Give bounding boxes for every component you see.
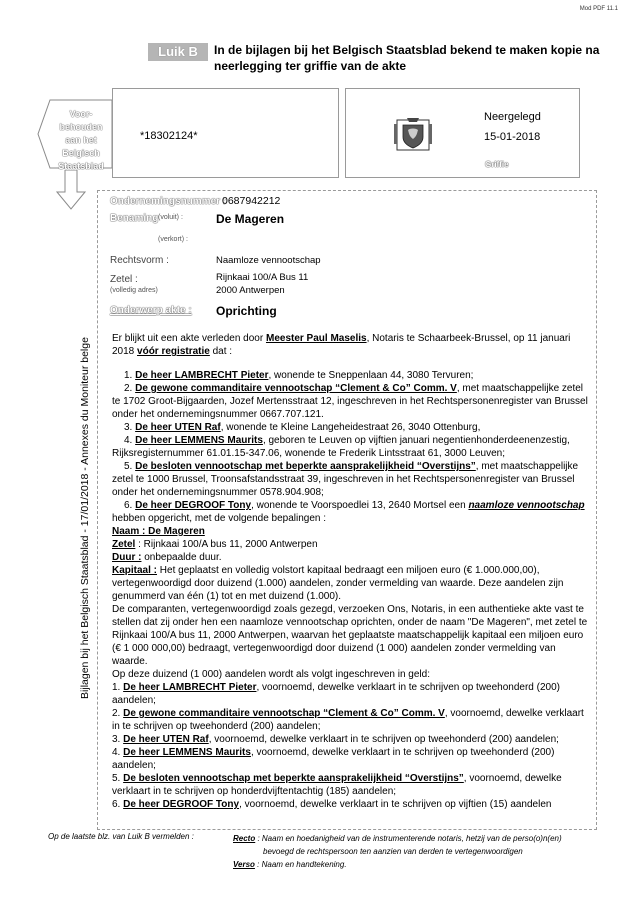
subscription-1: 1. De heer LAMBRECHT Pieter, voornoemd, dewelke verklaart in te schrijven op tweehonderd (200) aandelen; bbox=[112, 682, 560, 706]
form-code: Mod PDF 11.1 bbox=[579, 6, 618, 12]
coat-of-arms-icon bbox=[392, 112, 434, 154]
party-1: 1. De heer LAMBRECHT Pieter, wonende te Sneppenlaan 44, 3080 Tervuren; bbox=[124, 370, 474, 381]
onderwerp-value: Oprichting bbox=[216, 304, 277, 318]
down-arrow-icon bbox=[56, 170, 86, 210]
comparanten-paragraph: De comparanten, vertegenwoordigd zoals gezegd, verzoeken Ons, Notaris, in een authentieke akte vast te stellen dat zij onder hen een naamloze vennootschap oprichten, onder de naam "De Mageren", met zetel te Rijnkaai 100/A bus 11, 2000 Antwerpen, waarvan het geplaatste maatschappelijk kapitaal een miljoen euro (€ 1 000 000,00) bedraagt, vertegenwoordigd door duizend (1 000) aandelen zonder vermelding van waarde. bbox=[112, 604, 588, 667]
party-4: 4. De heer LEMMENS Maurits, geboren te Leuven op vijftien januari negentienhonderdeenenzestig, Rijksregisternummer 61.01.15-347.06, wonende te Frederik Lintsstraat 61, 3000 Leuven; bbox=[112, 435, 570, 459]
zetel-line: Zetel : Rijnkaai 100/A bus 11, 2000 Antwerpen bbox=[112, 539, 318, 550]
reference-number: *18302124* bbox=[140, 130, 198, 142]
side-margin-label: Bijlagen bij het Belgisch Staatsblad - 17/01/2018 - Annexes du Moniteur belge bbox=[79, 337, 91, 699]
duur-line: Duur : onbepaalde duur. bbox=[112, 552, 222, 563]
zetel-line-1: Rijnkaai 100/A Bus 11 bbox=[216, 272, 309, 283]
neergelegd-label: Neergelegd bbox=[484, 111, 541, 123]
verkort-label: (verkort) : bbox=[158, 236, 188, 243]
rechtsvorm-label: Rechtsvorm : bbox=[110, 255, 169, 266]
party-5: 5. De besloten vennootschap met beperkte aansprakelijkheid “Overstijns”, met maatschappelijke zetel te 1000 Brussel, Troonsafstandsstraat 39, ingeschreven in het Rechtspersonenregister van Brussel onder het ondernemingsnummer 0578.904.908; bbox=[112, 461, 579, 498]
onderwerp-label: Onderwerp akte : bbox=[110, 305, 192, 316]
registry-stamp-box bbox=[345, 88, 580, 178]
rechtsvorm-value: Naamloze vennootschap bbox=[216, 255, 321, 266]
ondernemingsnummer-label: Ondernemingsnummer : bbox=[110, 196, 227, 207]
voorbehouden-label: Voor- behouden aan het Belgisch Staatsblad bbox=[58, 109, 104, 171]
subscription-6: 6. De heer DEGROOF Tony, voornoemd, dewelke verklaart in te schrijven op vijftien (15) aandelen bbox=[112, 799, 552, 810]
subscription-5: 5. De besloten vennootschap met beperkte aansprakelijkheid “Overstijns”, voornoemd, dewelke verklaart in te schrijven op honderdvijftentachtig (185) aandelen; bbox=[112, 773, 562, 797]
deed-body bbox=[112, 332, 592, 811]
naam-line: Naam : De Mageren bbox=[112, 526, 205, 537]
footer-instruction: Op de laatste blz. van Luik B vermelden : bbox=[48, 832, 194, 841]
voluit-label: (voluit) : bbox=[158, 214, 183, 221]
zetel-line-2: 2000 Antwerpen bbox=[216, 285, 285, 296]
filing-date: 15-01-2018 bbox=[484, 131, 541, 143]
zetel-sub-label: (volledig adres) bbox=[110, 287, 158, 294]
zetel-label: Zetel : bbox=[110, 274, 138, 285]
party-2: 2. De gewone commanditaire vennootschap “Clement & Co” Comm. V, met maatschappelijke zetel te 1702 Groot-Bijgaarden, Jozef Mertensstraat 12, ingeschreven in het Rechtspersonenregister van Brussel onder het ondernemingsnummer 0667.707.121. bbox=[112, 383, 588, 420]
ondernemingsnummer-value: 0687942212 bbox=[222, 195, 281, 207]
kapitaal-paragraph: Kapitaal : Het geplaatst en volledig volstort kapitaal bedraagt een miljoen euro (€ 1.000.000,00), vertegenwoordigd door duizend (1.000) aandelen, zonder vermelding van waarde. Deze aandelen zijn genummerd van één (1) tot en met duizend (1.000). bbox=[112, 565, 564, 602]
benaming-value: De Mageren bbox=[216, 212, 285, 226]
intro-paragraph: Er blijkt uit een akte verleden door Meester Paul Maselis, Notaris te Schaarbeek-Brussel, op 11 januari 2018 vóór registratie dat : bbox=[112, 333, 571, 357]
footer-recto-verso: Recto : Naam en hoedanigheid van de instrumenterende notaris, hetzij van de perso(o)n(en) bevoegd de rechtspersoon ten aanzien van derden te vertegenwoordigen Verso : Naam en handtekening. bbox=[233, 834, 562, 869]
griffie-label: Griffie bbox=[485, 160, 509, 169]
page-heading: In de bijlagen bij het Belgisch Staatsblad bekend te maken kopie na neerlegging ter griffie van de akte bbox=[214, 43, 600, 73]
side-margin-text bbox=[75, 210, 95, 826]
subscription-3: 3. De heer UTEN Raf, voornoemd, dewelke verklaart in te schrijven op tweehonderd (200) aandelen; bbox=[112, 734, 559, 745]
party-3: 3. De heer UTEN Raf, wonende te Kleine Langeheidestraat 26, 3040 Ottenburg, bbox=[124, 422, 481, 433]
luik-badge: Luik B bbox=[148, 43, 208, 61]
party-6: 6. De heer DEGROOF Tony, wonende te Voorspoedlei 13, 2640 Mortsel een naamloze vennootschap hebben opgericht, met de volgende bepalingen : bbox=[112, 500, 585, 524]
subscription-4: 4. De heer LEMMENS Maurits, voornoemd, dewelke verklaart in te schrijven op tweehonderd (200) aandelen; bbox=[112, 747, 555, 771]
subscription-intro: Op deze duizend (1 000) aandelen wordt als volgt ingeschreven in geld: bbox=[112, 669, 430, 680]
benaming-label: Benaming bbox=[110, 213, 159, 224]
subscription-2: 2. De gewone commanditaire vennootschap “Clement & Co” Comm. V, voornoemd, dewelke verklaart in te schrijven op tweehonderd (200) aandelen; bbox=[112, 708, 584, 732]
